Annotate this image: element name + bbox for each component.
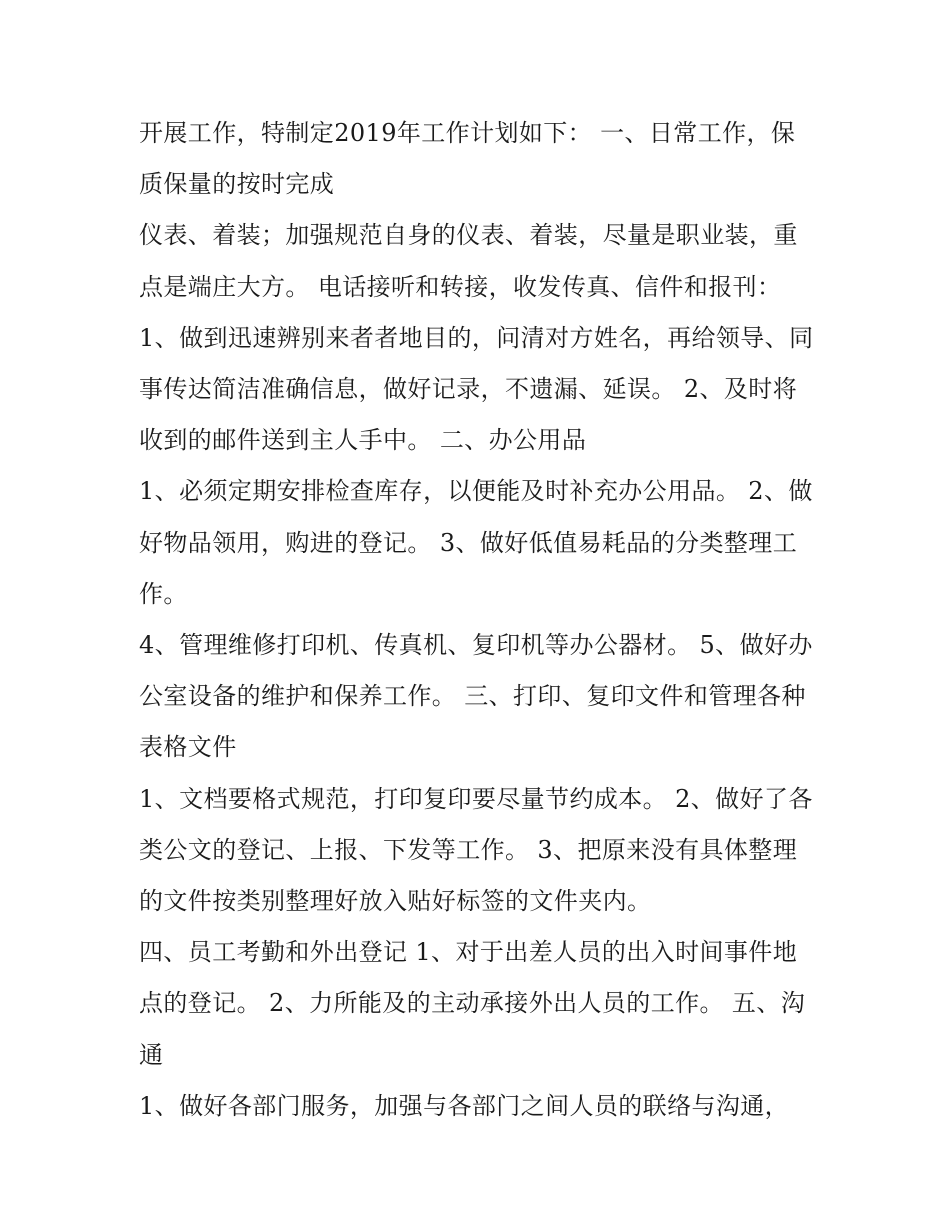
paragraph-communication: 1、做好各部门服务，加强与各部门之间人员的联络与沟通， [139, 1091, 790, 1120]
paragraph-appearance-phone: 仪表、着装；加强规范自身的仪表、着装，尽量是职业装，重点是端庄大方。 电话接听和转接，收发传真、信件和报刊： [139, 221, 798, 301]
document-body [139, 108, 819, 1132]
paragraph-attendance: 四、员工考勤和外出登记 1、对于出差人员的出入时间事件地点的登记。 2、力所能及的主动承接外出人员的工作。 五、沟通 [139, 938, 806, 1069]
paragraph-visitors-mail: 1、做到迅速辨别来者者地目的，问清对方姓名，再给领导、同事传达简洁准确信息，做好记录，不遗漏、延误。 2、及时将收到的邮件送到主人手中。 二、办公用品 [139, 323, 814, 455]
paragraph-intro: 开展工作，特制定2019年工作计划如下： 一、日常工作，保质保量的按时完成 [139, 119, 796, 199]
paragraph-office-supplies: 1、必须定期安排检查库存，以便能及时补充办公用品。 2、做好物品领用，购进的登记。 3、做好低值易耗品的分类整理工作。 [139, 477, 813, 608]
paragraph-documents: 1、文档要格式规范，打印复印要尽量节约成本。 2、做好了各类公文的登记、上报、下发等工作。 3、把原来没有具体整理的文件按类别整理好放入贴好标签的文件夹内。 [139, 784, 813, 916]
paragraph-equipment: 4、管理维修打印机、传真机、复印机等办公器材。 5、做好办公室设备的维护和保养工作。 三、打印、复印文件和管理各种表格文件 [139, 631, 813, 762]
